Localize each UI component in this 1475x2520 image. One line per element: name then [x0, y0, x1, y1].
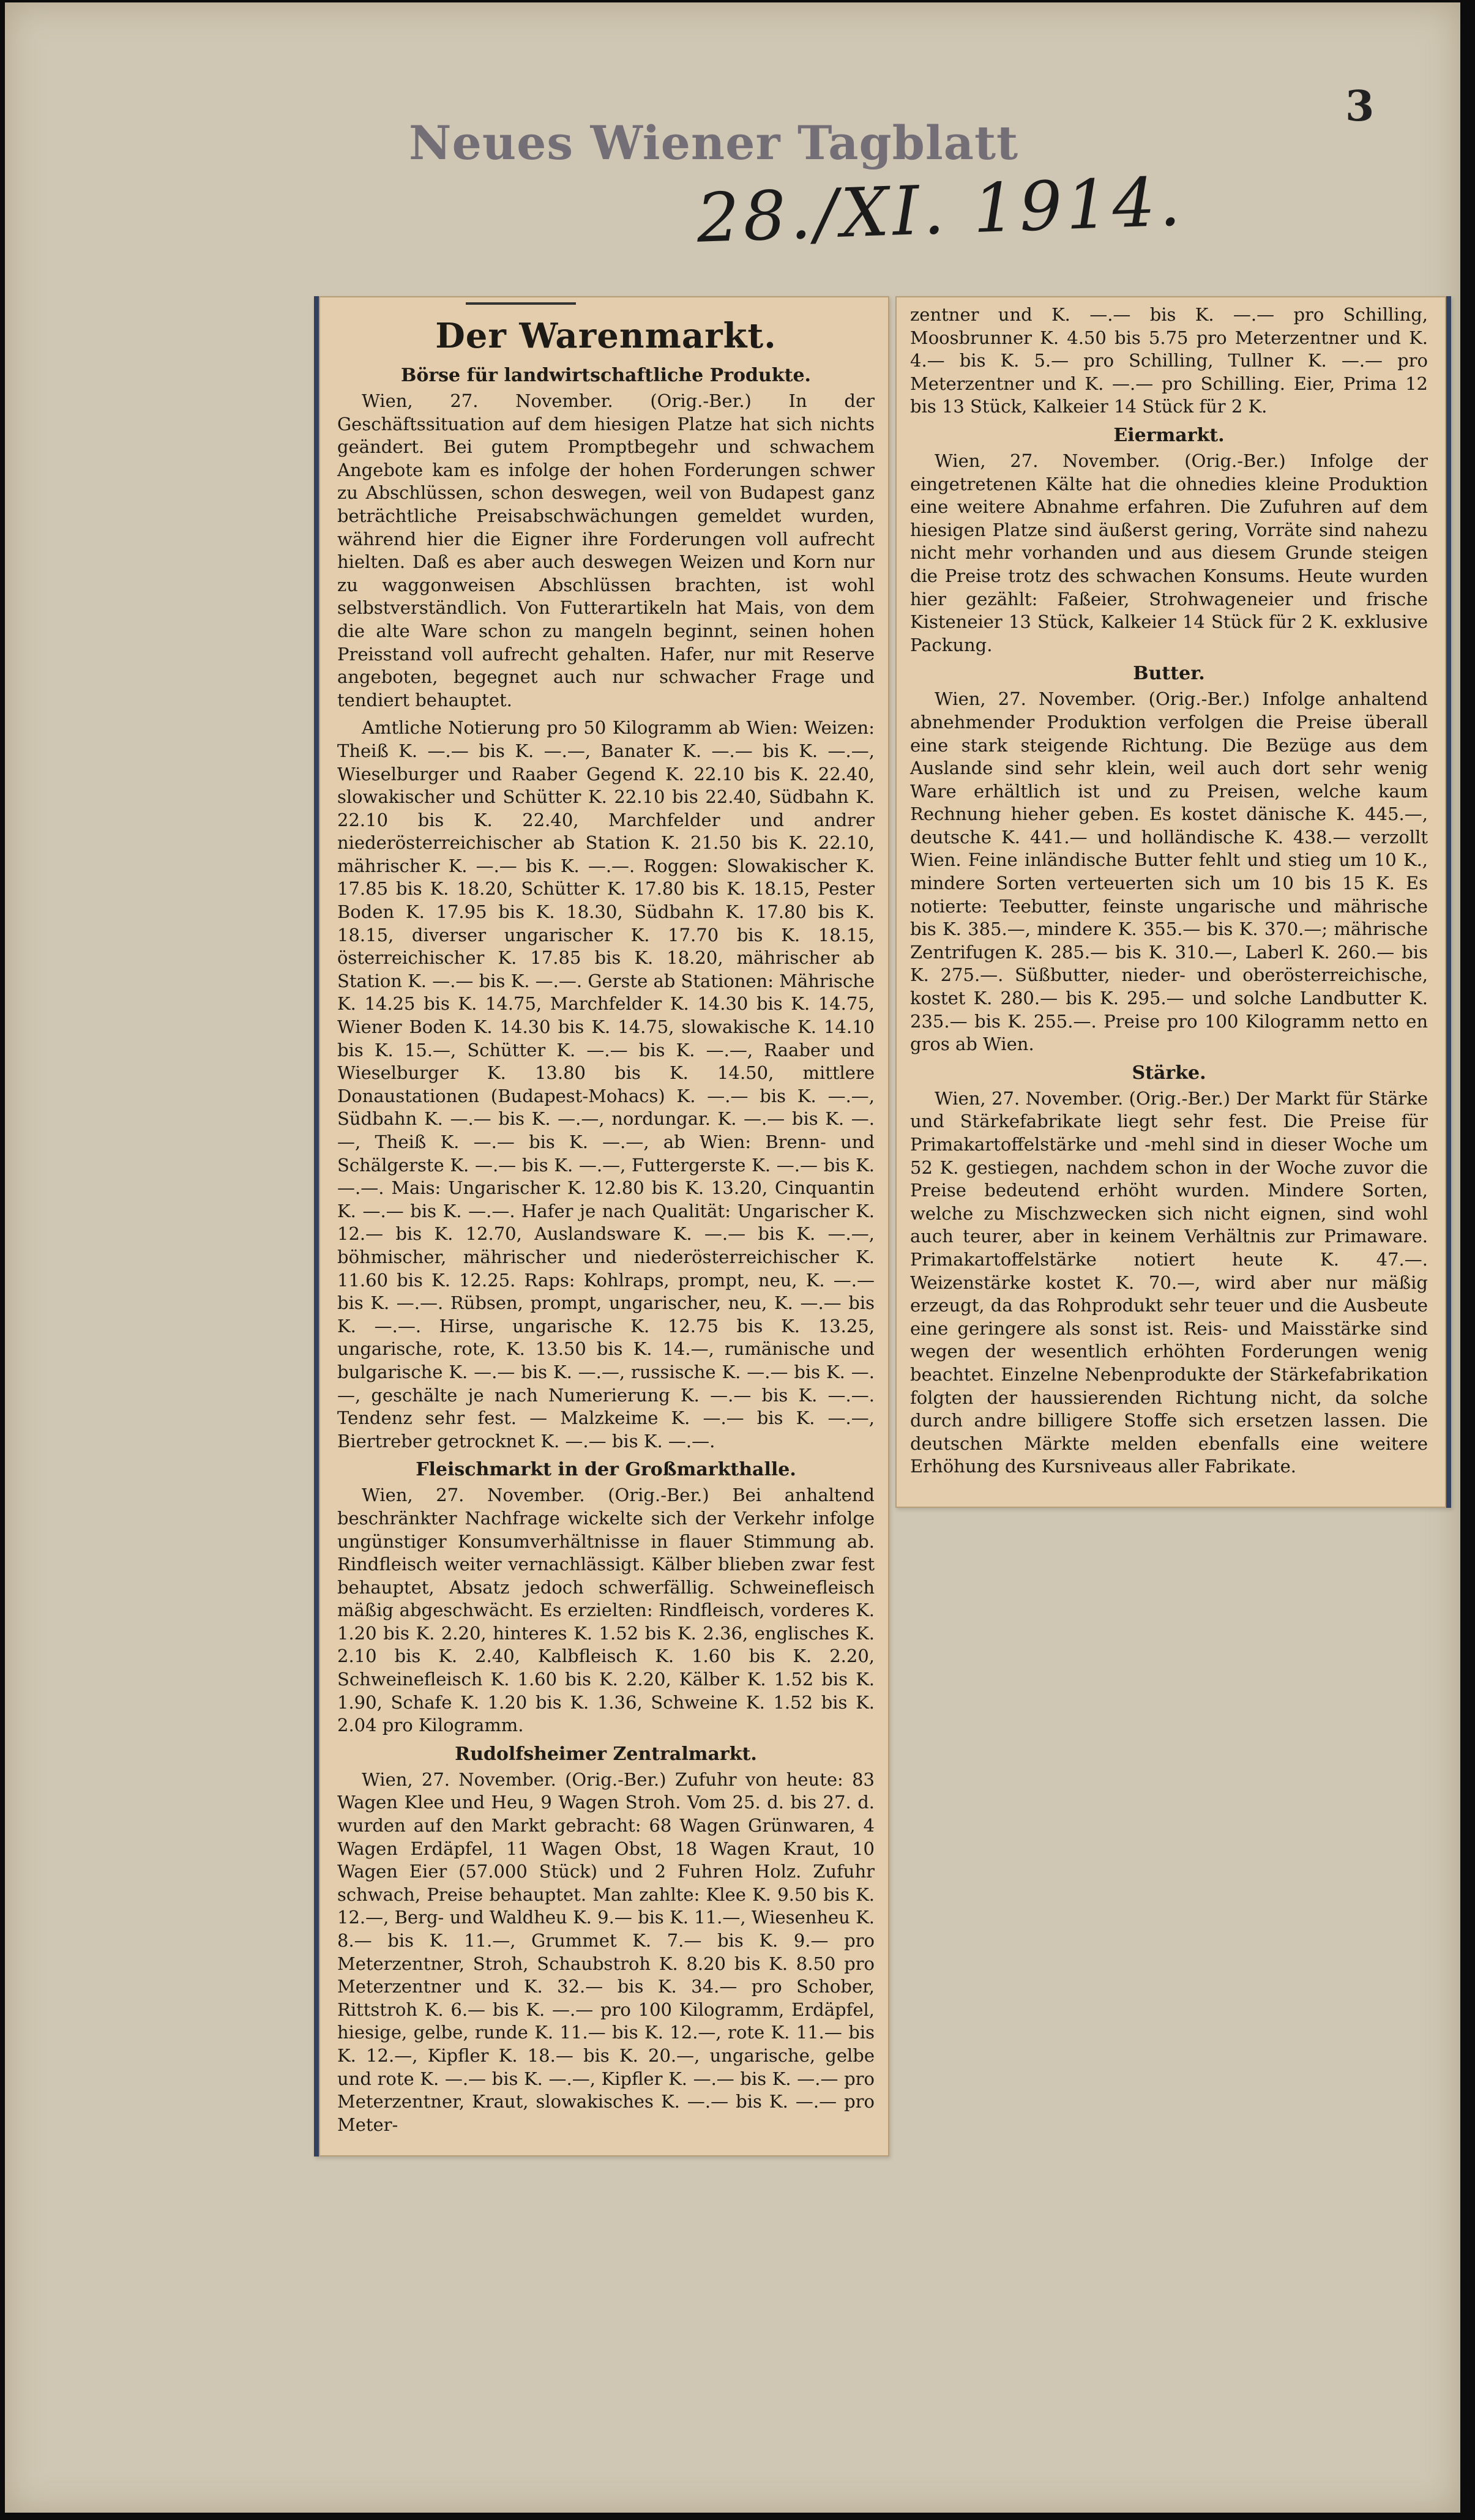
clipping-right-column: [895, 296, 1451, 1508]
top-rule: [466, 302, 576, 305]
section-title-boerse: Börse für landwirtschaftliche Produkte.: [401, 365, 811, 386]
section-title-staerke: Stärke.: [1132, 1062, 1206, 1084]
section-title-eiermarkt: Eiermarkt.: [1113, 424, 1225, 446]
article-paragraph: Wien, 27. November. (Orig.-Ber.) In der Geschäftssituation auf dem hiesigen Platze hat sich nichts geändert. Bei gutem Promptbegehr und schwachem Angebote kam es infolge der hohen Forderungen schwer zu Abschlüssen, schon deswegen, weil von Budapest ganz beträchtliche Preisabschwächungen gemeldet wurden, während hier die Eigner ihre Forderungen voll aufrecht hielten. Daß es aber auch deswegen Weizen und Korn nur zu waggonweisen Abschlüssen brachten, ist wohl selbstverständlich. Von Futterartikeln hat Mais, von dem die alte Ware schon zu mangeln beginnt, seinen hohen Preisstand voll aufrecht gehalten. Hafer, nur mit Reserve angeboten, begegnet auch nur schwacher Frage und tendiert behauptet.: [337, 390, 875, 710]
page-number: 3: [1345, 82, 1375, 131]
section-title-fleischmarkt: Fleischmarkt in der Großmarkthalle.: [416, 1459, 796, 1481]
archive-page: [5, 2, 1460, 2513]
newspaper-stamp: Neues Wiener Tagblatt: [409, 116, 1019, 170]
article-paragraph: Wien, 27. November. (Orig.-Ber.) Infolge der eingetretenen Kälte hat die ohnedies kleine Produktion eine weitere Abnahme erfahren. Die Zufuhren auf dem hiesigen Platze sind äußerst gering, Vorräte sind nahezu nicht mehr vorhanden und aus diesem Grunde steigen die Preise trotz des schwachen Konsums. Heute wurden hier gezählt: Faßeier, Strohwageneier und frische Kisteneier 13 Stück, Kalkeier 14 Stück für 2 K. exklusive Packung.: [910, 450, 1428, 655]
article-headline: Der Warenmarkt.: [435, 316, 777, 356]
handwritten-date: 28./XI. 1914.: [695, 162, 1186, 258]
article-paragraph: Wien, 27. November. (Orig.-Ber.) Der Markt für Stärke und Stärkefabrikate liegt sehr fest. Die Preise für Primakartoffelstärke und -mehl sind in dieser Woche um 52 K. gestiegen, nachdem schon in der Woche zuvor die Preise bedeutend erhöht wurden. Mindere Sorten, welche zu Mischzwecken sich nicht eignen, sind wohl auch teurer, aber in keinem Verhältnis zur Primaware. Primakartoffelstärke notiert heute K. 47.—. Weizenstärke kostet K. 70.—, wird aber nur mäßig erzeugt, da das Rohprodukt sehr teuer und die Ausbeute eine geringere als sonst ist. Reis- und Maisstärke sind wegen der wesentlich erhöhten Forderungen wenig beachtet. Einzelne Nebenprodukte der Stärkefabrikation folgten der haussierenden Richtung nicht, da solche durch andre billigere Stoffe sich ersetzen lassen. Die deutschen Märkte melden ebenfalls eine weitere Erhöhung des Kursniveaus aller Fabrikate.: [910, 1087, 1428, 1477]
article-paragraph: Amtliche Notierung pro 50 Kilogramm ab Wien: Weizen: Theiß K. —.— bis K. —.—, Banater K. —.— bis K. —.—, Wieselburger und Raaber Gegend K. 22.10 bis K. 22.40, slowakischer und Schütter K. 22.10 bis 22.40, Südbahn K. 22.10 bis K. 22.40, Marchfelder und andrer niederösterreichischer ab Station K. 21.50 bis K. 22.10, mährischer K. —.— bis K. —.—. Roggen: Slowakischer K. 17.85 bis K. 18.20, Schütter K. 17.80 bis K. 18.15, Pester Boden K. 17.95 bis K. 18.30, Südbahn K. 17.80 bis K. 18.15, diverser ungarischer K. 17.70 bis K. 18.15, österreichischer K. 17.85 bis K. 18.20, mährischer ab Station K. —.— bis K. —.—. Gerste ab Stationen: Mährische K. 14.25 bis K. 14.75, Marchfelder K. 14.30 bis K. 14.75, Wiener Boden K. 14.30 bis K. 14.75, slowakische K. 14.10 bis K. 15.—, Schütter K. —.— bis K. —.—, Raaber und Wieselburger K. 13.80 bis K. 14.50, mittlere Donaustationen (Budapest-Mohacs) K. —.— bis K. —.—, Südbahn K. —.— bis K. —.—, nordungar. K. —.— bis K. —.—, Theiß K. —.— bis K. —.—, ab Wien: Brenn- und Schälgerste K. —.— bis K. —.—, Futtergerste K. —.— bis K. —.—. Mais: Ungarischer K. 12.80 bis K. 13.20, Cinquantin K. —.— bis K. —.—. Hafer je nach Qualität: Ungarischer K. 12.— bis K. 12.70, Auslandsware K. —.— bis K. —.—, böhmischer, mährischer und niederösterreichischer K. 11.60 bis K. 12.25. Raps: Kohlraps, prompt, neu, K. —.— bis K. —.—. Rübsen, prompt, ungarischer, neu, K. —.— bis K. —.—. Hirse, ungarische K. 12.75 bis K. 13.25, ungarische, rote, K. 13.50 bis K. 14.—, rumänische und bulgarische K. —.— bis K. —.—, russische K. —.— bis K. —.—, geschälte je nach Numerierung K. —.— bis K. —.—. Tendenz sehr fest. — Malzkeime K. —.— bis K. —.—, Biertreber getrocknet K. —.— bis K. —.—.: [337, 717, 875, 1452]
article-paragraph: Wien, 27. November. (Orig.-Ber.) Zufuhr von heute: 83 Wagen Klee und Heu, 9 Wagen Stroh. Vom 25. d. bis 27. d. wurden auf den Markt gebracht: 68 Wagen Grünwaren, 4 Wagen Erdäpfel, 11 Wagen Obst, 18 Wagen Kraut, 10 Wagen Eier (57.000 Stück) und 2 Fuhren Holz. Zufuhr schwach, Preise behauptet. Man zahlte: Klee K. 9.50 bis K. 12.—, Berg- und Waldheu K. 9.— bis K. 11.—, Wiesenheu K. 8.— bis K. 11.—, Grummet K. 7.— bis K. 9.— pro Meterzentner, Stroh, Schaubstroh K. 8.20 bis K. 8.50 pro Meterzentner und K. 32.— bis K. 34.— pro Schober, Rittstroh K. 6.— bis K. —.— pro 100 Kilogramm, Erdäpfel, hiesige, gelbe, runde K. 11.— bis K. 12.—, rote K. 11.— bis K. 12.—, Kipfler K. 18.— bis K. 20.—, ungarische, gelbe und rote K. —.— bis K. —.—, Kipfler K. —.— bis K. —.— pro Meterzentner, Kraut, slowakisches K. —.— bis K. —.— pro Meter-: [337, 1769, 875, 2135]
section-title-zentralmarkt: Rudolfsheimer Zentralmarkt.: [455, 1743, 757, 1765]
article-paragraph: Wien, 27. November. (Orig.-Ber.) Bei anhaltend beschränkter Nachfrage wickelte sich der Verkehr infolge ungünstiger Konsumverhältnisse in flauer Stimmung ab. Rindfleisch weiter vernachlässigt. Kälber blieben zwar fest behauptet, Absatz jedoch schwerfällig. Schweinefleisch mäßig abgeschwächt. Es erzielten: Rindfleisch, vorderes K. 1.20 bis K. 2.20, hinteres K. 1.52 bis K. 2.36, englisches K. 2.10 bis K. 2.40, Kalbfleisch K. 1.60 bis K. 2.20, Schweinefleisch K. 1.60 bis K. 2.20, Kälber K. 1.52 bis K. 1.90, Schafe K. 1.20 bis K. 1.36, Schweine K. 1.52 bis K. 2.04 pro Kilogramm.: [337, 1485, 875, 1736]
clipping-left-column: [314, 296, 889, 2157]
article-paragraph: zentner und K. —.— bis K. —.— pro Schilling, Moosbrunner K. 4.50 bis 5.75 pro Meterzentner und K. 4.— bis K. 5.— pro Schilling, Tullner K. —.— pro Meterzentner und K. —.— pro Schilling. Eier, Prima 12 bis 13 Stück, Kalkeier 14 Stück für 2 K.: [910, 304, 1428, 417]
right-column-content: [910, 304, 1428, 1496]
article-paragraph: Wien, 27. November. (Orig.-Ber.) Infolge anhaltend abnehmender Produktion verfolgen die Preise überall eine stark steigende Richtung. Die Bezüge aus dem Auslande sind sehr klein, weil auch dort sehr wenig Ware erhältlich ist und zu Preisen, welche kaum Rechnung hieher geben. Es kostet dänische K. 445.—, deutsche K. 441.— und holländische K. 438.— verzollt Wien. Feine inländische Butter fehlt und stieg um 10 K., mindere Sorten verteuerten sich um 10 bis 15 K. Es notierte: Teebutter, feinste ungarische und mährische bis K. 385.—, mindere K. 355.— bis K. 370.—; mährische Zentrifugen K. 285.— bis K. 310.—, Laberl K. 260.— bis K. 275.—. Süßbutter, nieder- und oberösterreichische, kostet K. 280.— bis K. 295.— und solche Landbutter K. 235.— bis K. 255.—. Preise pro 100 Kilogramm netto en gros ab Wien.: [910, 688, 1428, 1055]
section-title-butter: Butter.: [1133, 663, 1205, 685]
left-column-content: [337, 313, 875, 2144]
